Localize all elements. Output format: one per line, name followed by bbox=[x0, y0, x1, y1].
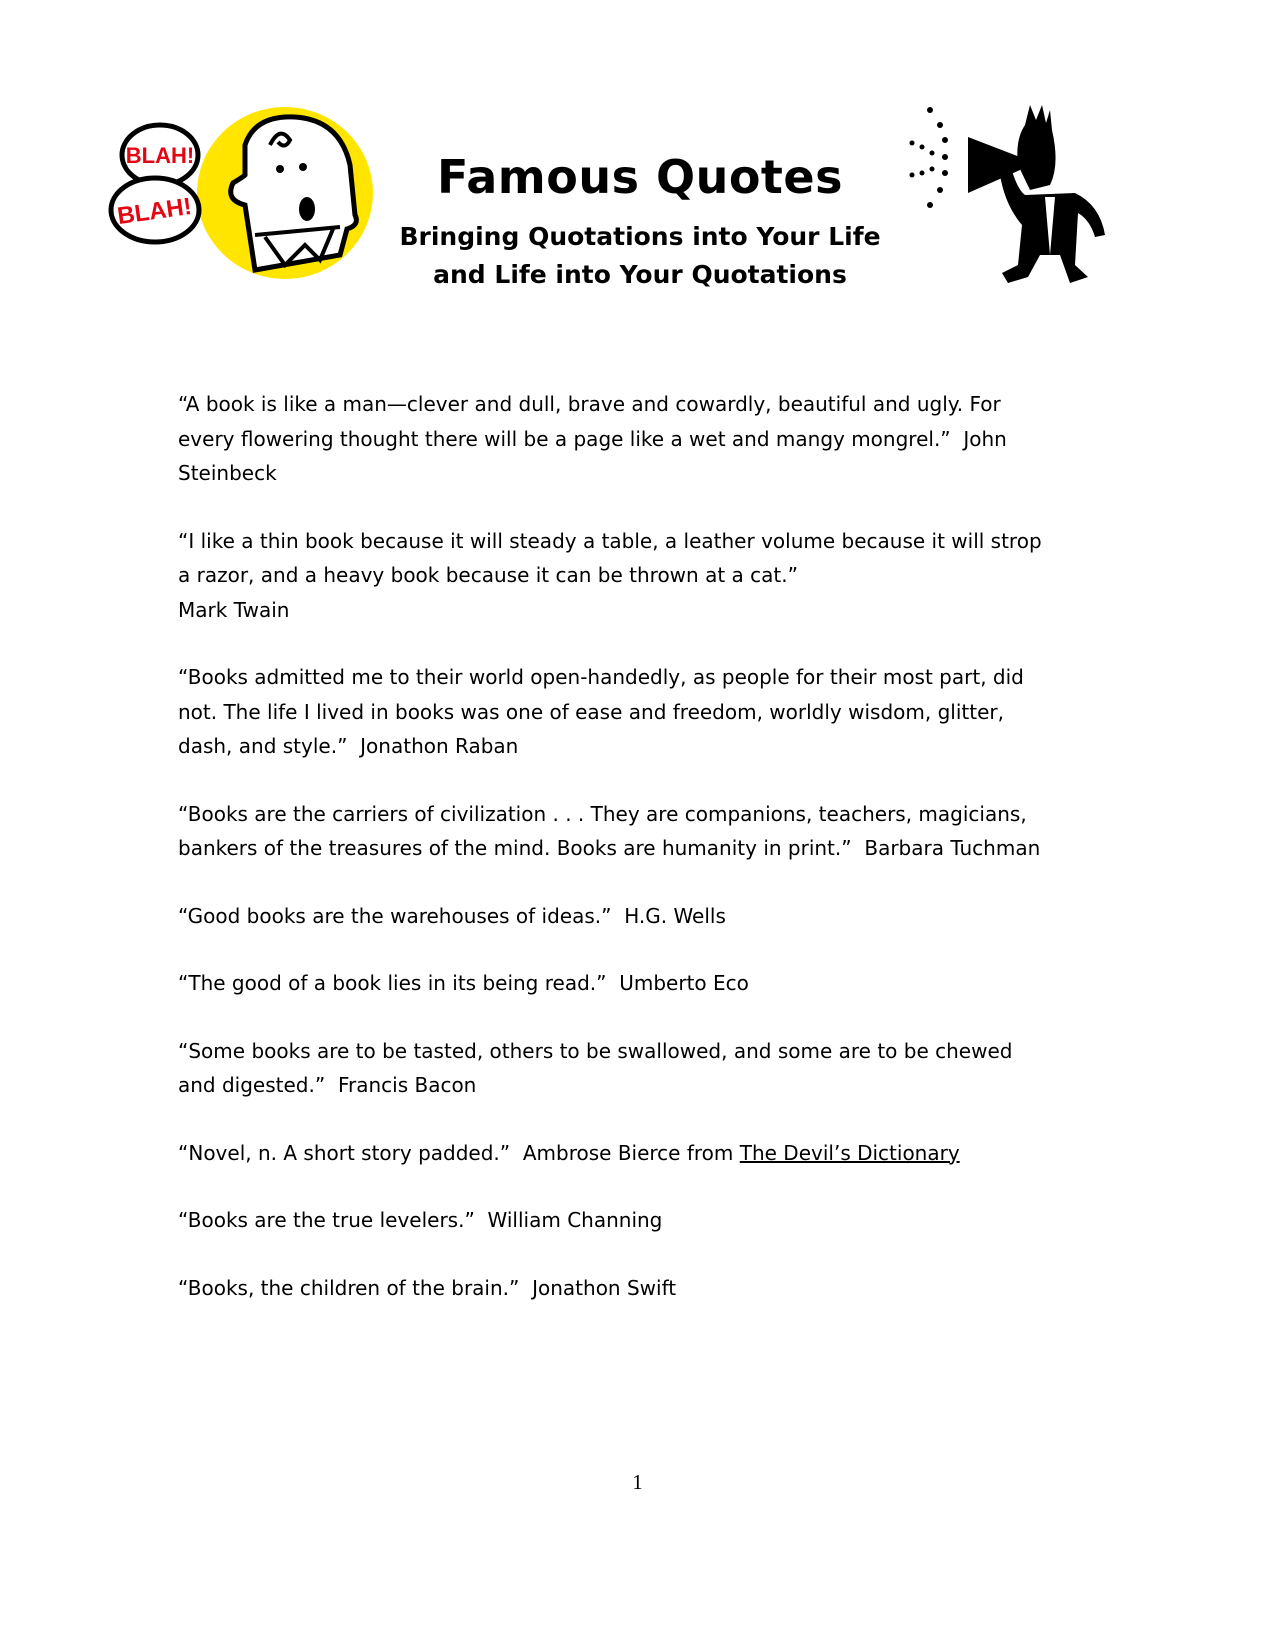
quote-author: Ambrose Bierce from bbox=[522, 1140, 734, 1165]
quote-item bbox=[178, 660, 1048, 764]
quote-text: “Books are the carriers of civilization . . . They are companions, teachers, magicians, bankers of the treasures of the mind. Books are humanity in print.” bbox=[178, 801, 1027, 860]
blah-cartoon-logo bbox=[105, 105, 375, 285]
quote-source-title: The Devil’s Dictionary bbox=[739, 1140, 960, 1165]
quote-item bbox=[178, 797, 1048, 866]
quote-author: Francis Bacon bbox=[337, 1073, 477, 1097]
page-subtitle bbox=[380, 218, 900, 294]
quote-item bbox=[178, 1271, 1048, 1306]
quote-author: John Steinbeck bbox=[178, 426, 1007, 485]
quote-author: H.G. Wells bbox=[624, 903, 726, 928]
quote-text: “Books, the children of the brain.” bbox=[178, 1275, 520, 1300]
megaphone-man-icon bbox=[900, 105, 1110, 290]
quote-item bbox=[178, 1203, 1048, 1238]
quote-author: Barbara Tuchman bbox=[864, 836, 1041, 860]
quote-item bbox=[178, 1136, 1048, 1171]
quote-text: “Books admitted me to their world open-handedly, as people for their most part, did not. The life I lived in books was one of ease and freedom, worldly wisdom, glitter, dash, and style.” bbox=[178, 665, 1024, 758]
quote-author: Jonathon Swift bbox=[532, 1275, 677, 1300]
quote-item bbox=[178, 524, 1048, 628]
quote-text: “Some books are to be tasted, others to be swallowed, and some are to be chewed and digested.” bbox=[178, 1038, 1013, 1097]
svg-text:BLAH!: BLAH! bbox=[115, 192, 194, 231]
quote-text: “Novel, n. A short story padded.” bbox=[178, 1140, 511, 1165]
quote-author: Jonathon Raban bbox=[360, 734, 519, 758]
subtitle-line-2: and Life into Your Quotations bbox=[433, 260, 847, 289]
quotes-list bbox=[178, 387, 1048, 1338]
quote-text: “The good of a book lies in its being read.” bbox=[178, 971, 607, 995]
quote-text: “Good books are the warehouses of ideas.” bbox=[178, 903, 612, 928]
quote-item bbox=[178, 387, 1048, 491]
page-title: Famous Quotes bbox=[437, 150, 843, 204]
subtitle-line-1: Bringing Quotations into Your Life bbox=[399, 222, 881, 251]
page-number: 1 bbox=[632, 1470, 643, 1494]
quote-text: “A book is like a man—clever and dull, brave and cowardly, beautiful and ugly. For every flowering thought there will be a page like a wet and mangy mongrel.” bbox=[178, 392, 1001, 451]
svg-text:BLAH!: BLAH! bbox=[125, 143, 195, 168]
quote-text: “Books are the true levelers.” bbox=[178, 1208, 475, 1232]
quote-text: “I like a thin book because it will steady a table, a leather volume because it will strop a razor, and a heavy book because it can be thrown at a cat.” bbox=[178, 528, 1042, 587]
quote-author: Mark Twain bbox=[178, 597, 290, 622]
quote-author: William Channing bbox=[487, 1208, 663, 1232]
quote-item bbox=[178, 966, 1048, 1001]
quote-author: Umberto Eco bbox=[619, 971, 749, 995]
quote-item bbox=[178, 1034, 1048, 1103]
quote-item bbox=[178, 899, 1048, 934]
